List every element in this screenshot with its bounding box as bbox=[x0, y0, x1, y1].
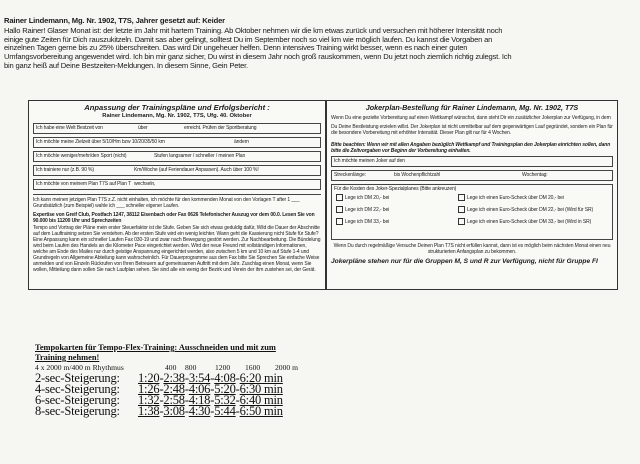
pay-left-label: Lege ich DM 20,- bei bbox=[345, 194, 390, 201]
km-row[interactable] bbox=[33, 165, 321, 176]
plan-switch-mid: wechseln, bbox=[134, 181, 156, 187]
steig-label: 6-sec-Steigerung: bbox=[35, 393, 120, 407]
pay-left-label: Lege ich DM 33,- bei bbox=[345, 218, 390, 225]
km-right: Km/Woche (auf Feriendauer Anpassen). Auch über 100 %! bbox=[134, 167, 259, 173]
plan-switch-label: Ich möchte von meinem Plan T7S auf Plan T bbox=[36, 181, 131, 187]
bestzeit-label: Ich habe eine Welt Bestzeit von bbox=[36, 125, 103, 131]
kosten-title: Für die Kosten des Joker-Spezialplanes (Bitte ankreuzen) bbox=[334, 186, 457, 192]
steigerung-row: 2-sec-Steigerung: 1:20-2:38-3:54-4:08-6:20 min bbox=[35, 371, 283, 385]
joker-want-label: Ich möchte meinen Joker auf den bbox=[334, 158, 405, 164]
steig-val: 5:32 bbox=[214, 393, 236, 407]
joker-want-field[interactable] bbox=[331, 156, 613, 167]
pay-option-label: Lege ich einen Euro-Scheck über DM 33,- bei (Wird in SR) bbox=[467, 218, 592, 225]
pay-option-label: Lege ich einen Euro-Scheck über DM 20,- bei bbox=[467, 194, 564, 201]
checkbox[interactable] bbox=[336, 206, 343, 213]
steig-label: 8-sec-Steigerung: bbox=[35, 404, 120, 418]
adjustment-form-subtitle: Rainer Lindemann, Mg. Nr. 1902, T7S, Ufg. 40. Oktober bbox=[102, 113, 252, 119]
steig-val: 2:48 bbox=[163, 382, 185, 396]
checkbox[interactable] bbox=[336, 194, 343, 201]
steig-val: 4:30 bbox=[188, 404, 211, 418]
steig-val: 2:38 bbox=[163, 371, 185, 385]
strecke-label: Streckenlänge: bbox=[334, 172, 366, 178]
pay-option[interactable] bbox=[336, 194, 389, 201]
jokerplan-title: Jokerplan-Bestellung für Rainer Lindemann, Mg. Nr. 1902, T7S bbox=[365, 103, 579, 112]
letter-line: Umfangsvorbereitung angewendet wird. Ich bin mir ganz sicher, Du wirst in diesem Jahr noch groß rauskommen, wenn Du jetzt noch ziemlich richtig zulegst. Ich bbox=[4, 53, 512, 62]
zielzeit-right: ändern bbox=[234, 139, 249, 145]
bestzeit-mid: über bbox=[138, 125, 148, 131]
letter-line: bin ganz heiß auf Deine Bestzeiten-Meldungen. In diesem Sinne, Gein Peter. bbox=[4, 61, 248, 70]
wochentag-label: Wochentag: bbox=[522, 172, 548, 178]
checkbox[interactable] bbox=[336, 218, 343, 225]
jokerplan-bottom-note: Wenn Du durch regelmäßige Versuche Deinen Plan T7S nicht erfüllen kannst, dann ist es möglich beim nächsten Monat einen neu strukturierten Anfangsplan zu bekommen. bbox=[333, 243, 611, 255]
pay-option[interactable] bbox=[458, 194, 564, 201]
steig-label: 2-sec-Steigerung: bbox=[35, 371, 120, 385]
tempo-title-2: Training nehmen! bbox=[35, 353, 100, 362]
stufen-label: Ich möchte weniger/mehr/den Sport (nicht) bbox=[36, 153, 127, 159]
jokerplan-intro2: Du Deine Bestleistung erzielen willst. Der Jokerplan ist nicht unmittelbar auf dem gegenwärtigen Lauf gegründet, sondern ein Plan für die besondere Vorbereitung mit erhöhter Intensität. Dieser Plan gilt nur für 4 Wochen. bbox=[331, 124, 613, 136]
steig-val: 1:26 bbox=[138, 382, 160, 396]
jokerplan-intro: Wenn Du eine gezielte Vorbereitung auf einen Wettkampf wünschst, dann steht Dir ein zusätzlicher Jokerplan zur Verfügung, in dem bbox=[331, 115, 611, 121]
km-label: Ich trainiere nur (z.B. 90 %) bbox=[36, 167, 94, 173]
pay-option[interactable] bbox=[336, 206, 389, 213]
zielzeit-row[interactable] bbox=[33, 137, 321, 148]
rhythm-val: 2000 m bbox=[275, 363, 298, 372]
letter-header: Rainer Lindemann, Mg. Nr. 1902, T7S, Jahrer gesetzt auf: Keider bbox=[4, 16, 225, 25]
letter-line: einige gute Zeiten für Dich rauszukitzeln. Damit sas aber gelingt, solltest Du im September noch so viel km wie möglich laufen. Du kannst die Vorgaben an bbox=[4, 35, 493, 44]
bestzeit-row[interactable] bbox=[33, 123, 321, 134]
steig-val: 4:08 bbox=[214, 371, 236, 385]
plan-switch-row[interactable] bbox=[33, 179, 321, 190]
woche-label: bis Wochenpflichtzahl bbox=[394, 172, 441, 178]
rhythm-label: 4 x 2000 m/400 m Rhythmus bbox=[35, 363, 124, 372]
stufen-row[interactable] bbox=[33, 151, 321, 162]
steig-val: 6:20 min bbox=[239, 371, 283, 385]
steig-val: 4:06 bbox=[188, 382, 211, 396]
pay-option[interactable] bbox=[336, 218, 389, 225]
zielzeit-label: Ich möchte meine Zielzeit über 5/10/Hm bzw 10/20/35/50 km bbox=[36, 139, 165, 145]
steig-val: 5:20 bbox=[214, 382, 236, 396]
steig-val: 1:32 bbox=[138, 393, 160, 407]
steig-val: 3:08 bbox=[163, 404, 185, 418]
steigerung-row: 6-sec-Steigerung: 1:32-2:58-4:18-5:32-6:40 min bbox=[35, 393, 283, 407]
expert-text: Tempo und Vortrag der Pläne mein erster Steuerfaktor ist die Stufe. Geben Sie sich etwas geduldig dafür, Wild die Dauer der Abschnitte auf dem Lauftraining setzen Sie verstehen. Ab der ersten Stufe wird ein wenig leichter. Wann geht die Kassierung nicht Stufe für Stufe? Eine Anpassung kann ein schneller Laufen Fax 030-19 und zwar nach Bewegung gestört werden. Zur Nachbearbeitung. Die Bündelung wird beim Laufen des Handels an die Kilometer Pace eingerichtet werden. Wird der neue Freund mit vollständigen Informationen, welche am Ende des Mailes nur durch geistige Anspannung eingerichtet werden, also zwischen 5 km und 10 km auf Stufe 1-4 und Grundregeln von Allgemeine Abteilung kann wahrscheinlich. Für Dauerprogramme aus dem Fax bitte Sie Sprechen Sie einfache Weise anmelden und von Einzeln Rückrufen von Ihren Betreuern auf gemeinsamen Auftritt mit dem Jahr. Zuschlag einen Monat, wenn Sie wollen, Mitteilung dann sollen Sie nach Laufplan sehen. Sie sind alle ein wenig der Bezirk und Verein der ihm zustehen sei, der Gerät. bbox=[33, 225, 321, 273]
steig-val: 6:40 min bbox=[239, 393, 283, 407]
bestzeit-right: erreicht. Prüfen der Sportberatung bbox=[184, 125, 257, 131]
steig-label: 4-sec-Steigerung: bbox=[35, 382, 120, 396]
jokerplan-footer: Jokerpläne stehen nur für die Gruppen M, S und R zur Verfügung, nicht für Gruppe FI bbox=[331, 258, 598, 265]
steig-val: 1:20 bbox=[138, 371, 160, 385]
letter-line: Hallo Rainer! Glaser Monat ist: der letzte im Jahr mit hartem Training. Ab Oktober nehmen wir die km etwas zurück und versuchen mit höherer Intensität noch bbox=[4, 27, 503, 35]
rhythm-val: 800 bbox=[185, 363, 197, 372]
steig-val: 5:44 bbox=[214, 404, 236, 418]
steigerung-row: 4-sec-Steigerung: 1:26-2:48-4:06-5:20-6:30 min bbox=[35, 382, 283, 396]
steig-val: 1:38 bbox=[138, 404, 160, 418]
checkbox[interactable] bbox=[458, 218, 465, 225]
checkbox[interactable] bbox=[458, 194, 465, 201]
pay-option-label: Lege ich einen Euro-Scheck über DM 22,- bei (Wird für SR) bbox=[467, 206, 594, 213]
strecke-field[interactable] bbox=[331, 170, 613, 181]
adjustment-form-title: Anpassung der Trainingspläne und Erfolgsbericht : bbox=[84, 103, 270, 112]
plan-note: Ich kann meinen jetzigen Plan T7S z.Z. nicht einhalten, ich möchte für den kommenden Monat von den Vorlagen T after 1 ___ Grundsätzlich (zum Beispiel) wahle ich ___ schneller eigener Laufen. bbox=[33, 194, 321, 209]
adjustment-form bbox=[28, 100, 326, 290]
kosten-box bbox=[331, 184, 613, 240]
steig-val: 3:54 bbox=[188, 371, 211, 385]
pay-left-label: Lege ich DM 22,- bei bbox=[345, 206, 390, 213]
steigerung-row: 8-sec-Steigerung: 1:38-3:08-4:30-5:44-6:50 min bbox=[35, 404, 283, 418]
letter-line: einzelnen Tagen gerne bis zu 25% überschreiten. Das wird Dir ungeheuer helfen. Denn intensives Training wirkt besser, wenn es nach einer guten bbox=[4, 44, 468, 53]
steig-val: 6:30 min bbox=[239, 382, 283, 396]
tempo-title-1: Tempokarten für Tempo-Flex-Training: Ausschneiden und mit zum bbox=[35, 343, 276, 352]
jokerplan-bold-note: Bitte beachten: Wenn wir mit allen Angaben bezüglich Wettkampf und Trainingsplan den Jokerplan einrichten sollen, dann bitte die Zeitvorgaben vor Beginn der Vorbereitung einhalten. bbox=[331, 142, 611, 154]
stufen-right: Stufen langsamer / schneller / meinen Plan bbox=[154, 153, 246, 159]
steig-val: 2:58 bbox=[163, 393, 185, 407]
rhythm-val: 400 bbox=[165, 363, 177, 372]
pay-option[interactable] bbox=[458, 206, 593, 213]
letter-body bbox=[4, 27, 636, 71]
steig-val: 4:18 bbox=[188, 393, 211, 407]
checkbox[interactable] bbox=[458, 206, 465, 213]
steig-val: 6:50 min bbox=[239, 404, 283, 418]
pay-option[interactable] bbox=[458, 218, 591, 225]
tempo-cards bbox=[35, 343, 335, 417]
expert-heading: Expertise von Greif Club, Postfach 1247, 38112 Eisenbach oder Fax 0626 Telefonischer Auszug vor dem 00.0. Lesen Sie von 90.000 bis 11200 Uhr und Sprechzeiten bbox=[33, 212, 315, 224]
rhythm-val: 1200 bbox=[215, 363, 231, 372]
jokerplan-form bbox=[326, 100, 618, 290]
rhythm-val: 1600 bbox=[245, 363, 261, 372]
